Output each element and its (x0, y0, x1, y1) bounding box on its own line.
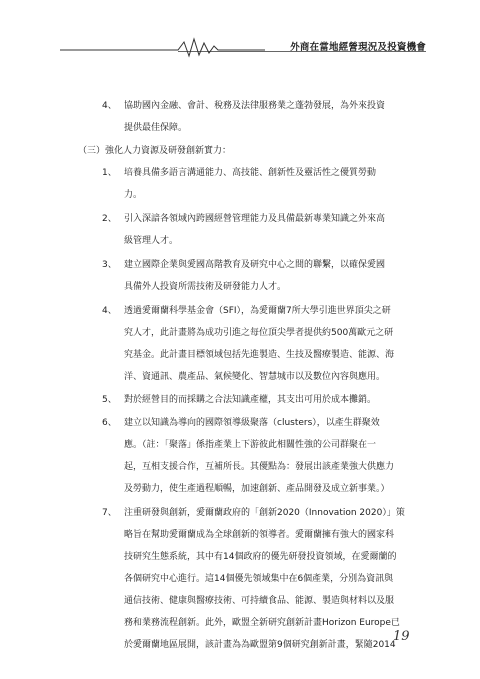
paragraph-line: 通信技術、健康與醫療技術、可持續食品、能源、製造與材料以及服 (124, 596, 395, 606)
list-number: 3、 (102, 260, 117, 270)
list-number: 1、 (102, 168, 117, 178)
paragraph-line: 各個研究中心進行。這14個優先領域集中在6個產業，分別為資訊與 (124, 574, 394, 584)
list-number: 5、 (102, 395, 117, 405)
paragraph-line: 建立以知識為導向的國際領導級聚落（clusters），以產生群聚效 (124, 418, 380, 428)
paragraph-line: 洋、資通訊、農產品、氣候變化、智慧城市以及數位內容與應用。 (124, 372, 386, 382)
paragraph-line: 應。（註：「聚落」係指產業上下游彼此相關性強的公司群聚在一 (124, 440, 377, 450)
list-number: 2、 (102, 214, 117, 224)
paragraph-line: 透過愛爾蘭科學基金會（SFI），為愛爾蘭7所大學引進世界頂尖之研 (124, 306, 391, 316)
section-heading: （三）強化人力資源及研發創新實力： (78, 146, 232, 156)
paragraph-line: 級管理人才。 (124, 236, 179, 246)
paragraph-line: 具備外人投資所需技術及研發能力人才。 (124, 282, 287, 292)
paragraph-line: 及勞動力，使生產過程順暢，加速創新、產品開發及成立新事業。） (124, 484, 390, 494)
list-number: 4、 (102, 101, 117, 111)
paragraph-line: 對於經營目的而採購之合法知識產權，其支出可用於成本攤銷。 (124, 395, 377, 405)
paragraph-line: 技研究生態系統，其中有14個政府的優先研發投資領域，在愛爾蘭的 (124, 552, 397, 562)
paragraph-line: 於愛爾蘭地區展開，該計畫為為歐盟第9個研究創新計畫，緊隨2014 (124, 640, 396, 650)
paragraph-line: 究人才，此計畫將為成功引進之每位頂尖學者提供約500萬歐元之研 (124, 328, 394, 338)
paragraph-line: 究基金。此計畫目標領域包括先進製造、生技及醫療製造、能源、海 (124, 350, 395, 360)
paragraph-line: 培養具備多語言溝通能力、高技能、創新性及靈活性之優質勞動 (124, 168, 377, 178)
paragraph-line: 協助國內金融、會計、稅務及法律服務業之蓬勃發展，為外來投資 (124, 101, 386, 111)
page-header (60, 36, 426, 58)
paragraph-line: 務和業務流程創新。此外，歐盟全新研究創新計畫Horizon Europe已 (124, 618, 400, 628)
list-number: 6、 (102, 418, 117, 428)
page-number: 19 (393, 629, 410, 644)
paragraph-line: 注重研發與創新，愛爾蘭政府的「創新2020（Innovation 2020）」策 (124, 508, 405, 518)
header-title: 外商在當地經營現況及投資機會 (290, 42, 426, 53)
paragraph-line: 力。 (124, 190, 143, 200)
paragraph-line: 略旨在幫助愛爾蘭成為全球創新的領導者。愛爾蘭擁有強大的國家科 (124, 530, 395, 540)
list-number: 7、 (102, 508, 117, 518)
paragraph-line: 建立國際企業與愛國高階教育及研究中心之間的聯繫，以確保愛國 (124, 260, 386, 270)
paragraph-line: 起，互相支援合作，互補所長。其優點為：發展出該產業強大供應力 (124, 462, 395, 472)
list-number: 4、 (102, 306, 117, 316)
paragraph-line: 提供最佳保障。 (124, 123, 188, 133)
paragraph-line: 引入深諳各領域內跨國經營管理能力及具備最新專業知識之外來高 (124, 214, 386, 224)
